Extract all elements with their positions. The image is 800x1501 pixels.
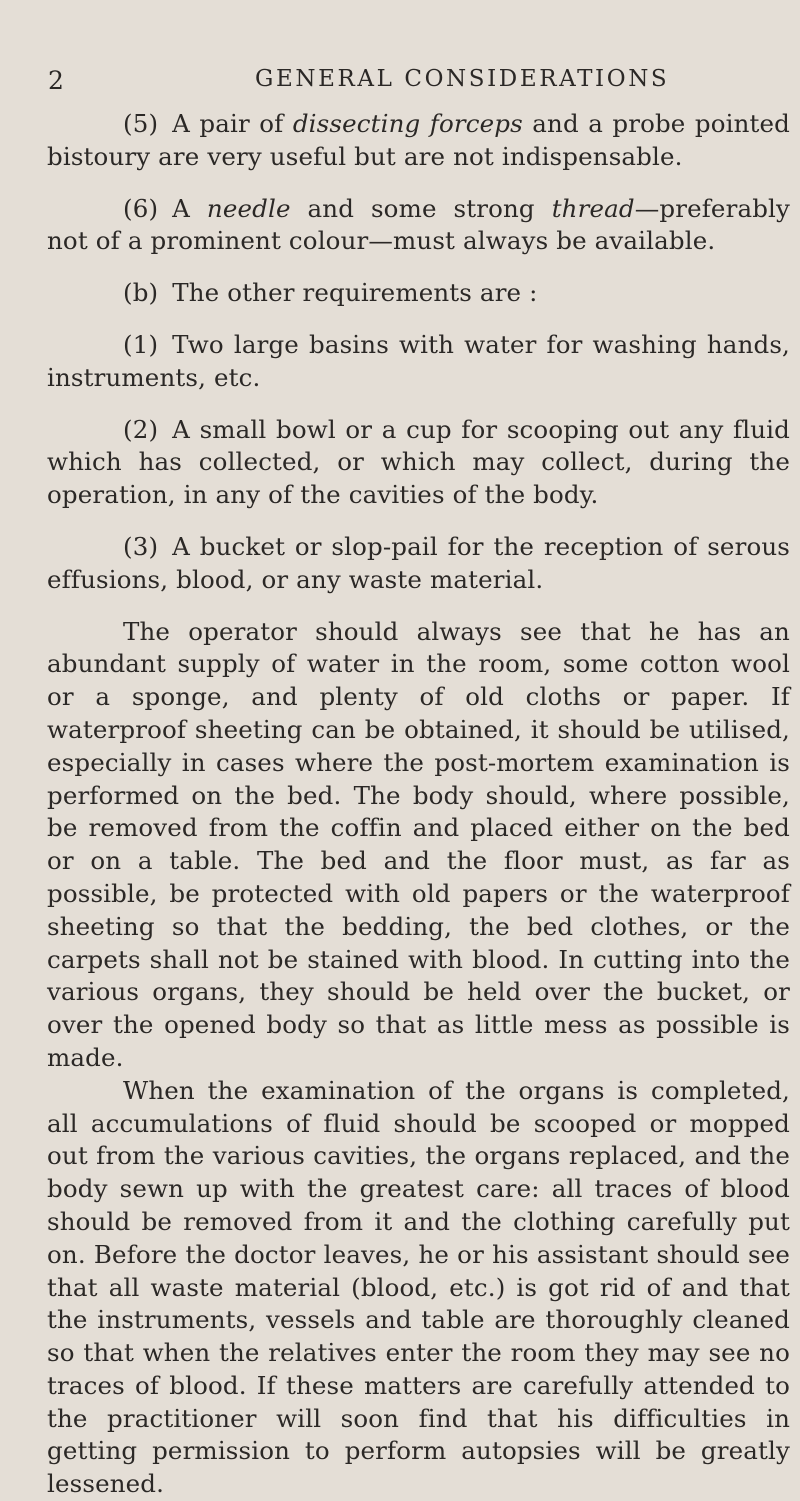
item-number: (3) <box>123 531 159 561</box>
item-text: and some strong <box>290 193 552 223</box>
list-heading-b <box>47 277 790 310</box>
item-number: (b) <box>123 278 159 308</box>
list-item-3 <box>47 531 790 597</box>
item-emphasis: dissecting forceps <box>292 109 523 138</box>
item-text: —preferably not of a prominent colour—must always be available. <box>47 193 791 256</box>
page-body <box>47 108 790 1501</box>
list-item-6 <box>47 193 790 259</box>
body-paragraph-1: The operator should always see that he has an abundant supply of water in the room, some cotton wool or a sponge, and plenty of old cloths or paper. If waterproof sheeting can be obtained, it should be utilised, especially in cases where the post-mortem examination is performed on the bed. The body should, where possible, be removed from the coffin and placed either on the bed or on a table. The bed and the floor must, as far as possible, be protected with old papers or the waterproof sheeting so that the bedding, the bed clothes, or the carpets shall not be stained with blood. In cutting into the various organs, they should be held over the bucket, or over the opened body so that as little mess as possible is made. <box>47 616 790 1072</box>
item-emphasis: thread <box>551 193 635 223</box>
item-text: A small bowl or a cup for scooping out any fluid which has collected, or which may collect, during the operation, in any of the cavities of the body. <box>47 414 790 510</box>
page-number: 2 <box>48 66 65 95</box>
item-text: The other requirements are : <box>172 278 538 308</box>
item-number: (5) <box>123 109 159 138</box>
body-paragraph-2: When the examination of the organs is completed, all accumulations of fluid should be scooped or mopped out from the various cavities, the organs replaced, and the body sewn up with the greatest care: all traces of blood should be removed from it and the clothing carefully put on. Before the doctor leaves, he or his assistant should see that all waste material (blood, etc.) is got rid of and that the instruments, vessels and table are thoroughly cleaned so that when the relatives enter the room they may see no traces of blood. If these matters are carefully attended to the practitioner will soon find that his difficulties in getting permission to perform autopsies will be greatly lessened. <box>47 1075 790 1499</box>
item-emphasis: needle <box>206 193 291 223</box>
item-text: A pair of <box>172 109 293 138</box>
list-item-2 <box>47 414 790 512</box>
item-text: and a probe pointed bistoury are very useful but are not indispensable. <box>47 109 791 171</box>
item-number: (2) <box>123 414 159 444</box>
list-item-5 <box>47 108 790 174</box>
item-number: (6) <box>123 193 159 223</box>
list-item-1 <box>47 329 790 395</box>
running-title: GENERAL CONSIDERATIONS <box>255 66 670 92</box>
item-text: A <box>172 193 207 223</box>
item-text: Two large basins with water for washing hands, instruments, etc. <box>47 329 790 392</box>
item-number: (1) <box>123 329 159 359</box>
page-header <box>48 66 788 96</box>
item-text: A bucket or slop-pail for the reception of serous effusions, blood, or any waste material. <box>47 531 790 594</box>
